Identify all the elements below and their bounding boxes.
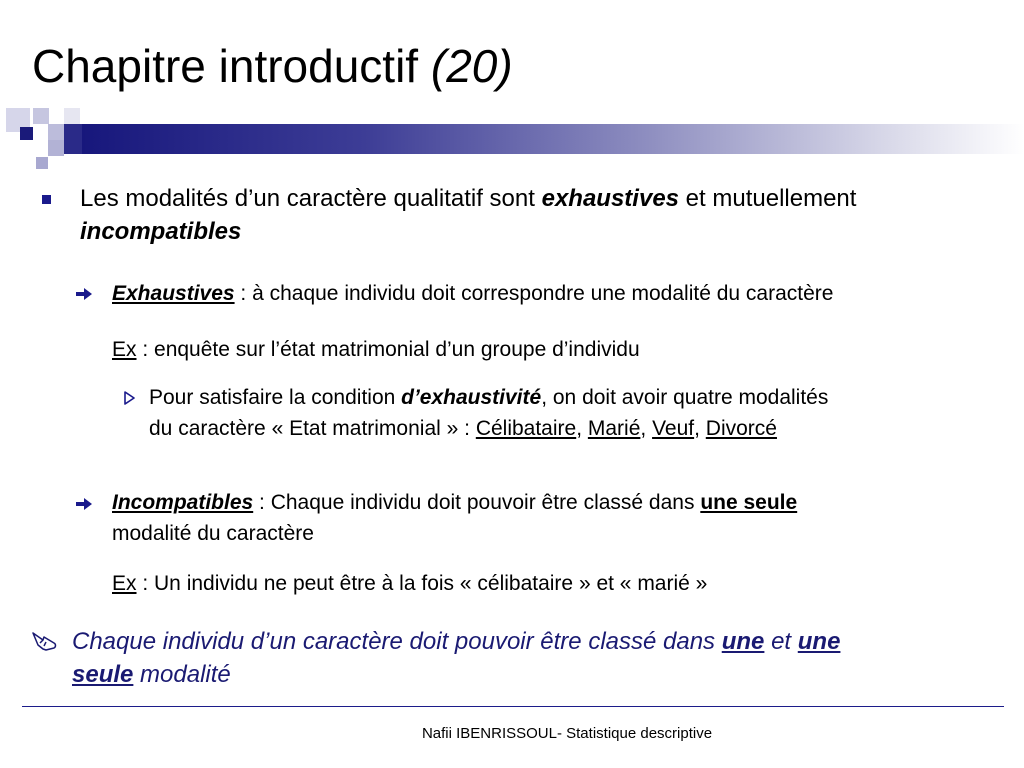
ex-text: : Un individu ne peut être à la fois « célibataire » et « marié » (136, 572, 708, 595)
conclusion-une-1: une (721, 628, 765, 655)
footer: Nafii IBENRISSOUL- Statistique descriptive (421, 725, 713, 742)
exhaustives-definition: : à chaque individu doit correspondre une modalité du caractère (234, 282, 834, 305)
sub-text-b: , on doit avoir quatre modalités (541, 386, 829, 409)
separator: , (576, 417, 588, 440)
separator: , (694, 417, 706, 440)
ex-text: : enquête sur l’état matrimonial d’un groupe d’individu (136, 338, 640, 361)
sub-line2 (149, 413, 777, 444)
conclusion-text-c: modalité (133, 661, 231, 688)
modality-divorce: Divorcé (705, 417, 777, 440)
incompatibles-line1 (112, 489, 797, 516)
conclusion-seule: seule (72, 661, 134, 688)
exhaustives-term: Exhaustives (112, 282, 235, 305)
conclusion-text-a: Chaque individu d’un caractère doit pouvoir être classé dans (72, 628, 722, 655)
header-decoration (0, 0, 1024, 180)
une-seule: une seule (700, 491, 798, 514)
ex-label: Ex (112, 572, 137, 595)
modality-marie: Marié (587, 417, 641, 440)
incompatibles-example (112, 570, 707, 597)
bullet1-text: Les modalités d’un caractère qualitatif sont (80, 185, 542, 212)
bullet1-text-b: et mutuellement (679, 185, 857, 212)
chevron-right-icon (122, 391, 136, 405)
ex-label: Ex (112, 338, 137, 361)
title-text: Chapitre introductif (32, 40, 419, 92)
title-number: (20) (430, 40, 513, 92)
incompatibles-definition: : Chaque individu doit pouvoir être classé dans (253, 491, 701, 514)
arrow-right-icon (74, 284, 94, 304)
footer-divider (22, 706, 1004, 707)
bullet1-exhaustives: exhaustives (541, 185, 680, 212)
incompatibles-line2: modalité du caractère (112, 522, 314, 545)
header-band (82, 124, 1024, 154)
bullet1-line1 (80, 184, 856, 214)
conclusion-une-2: une (797, 628, 841, 655)
sub-text-a: Pour satisfaire la condition (149, 386, 402, 409)
conclusion-text-b: et (764, 628, 798, 655)
sub-text-c: du caractère « Etat matrimonial » : (149, 417, 476, 440)
separator: , (640, 417, 653, 440)
exhaustives-example (112, 336, 640, 363)
sub-line1 (149, 382, 828, 413)
arrow-right-icon (74, 494, 94, 514)
modality-celibataire: Célibataire (475, 417, 577, 440)
sub-exhaustivite: d’exhaustivité (401, 386, 542, 409)
modality-veuf: Veuf (652, 417, 695, 440)
square-bullet-icon (42, 195, 51, 204)
conclusion (72, 625, 840, 691)
pointing-hand-icon (30, 628, 60, 658)
incompatibles-term: Incompatibles (112, 491, 254, 514)
exhaustives-line (112, 280, 833, 307)
bullet1-incompatibles: incompatibles (80, 218, 242, 245)
